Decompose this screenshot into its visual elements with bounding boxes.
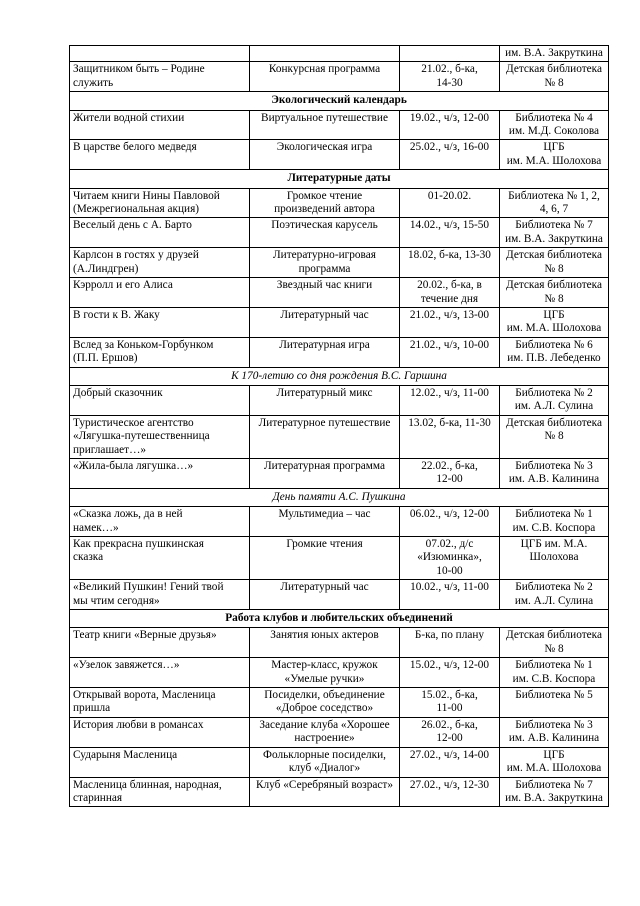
event-date-place-cell: 12.02., ч/з, 11-00: [400, 385, 500, 415]
event-library-cell: Библиотека № 1 им. С.В. Коспора: [500, 507, 609, 537]
event-library-cell: Библиотека № 2 им. А.Л. Сулина: [500, 580, 609, 610]
event-title-cell: «Великий Пушкин! Гений твой мы чтим сегодня»: [70, 580, 250, 610]
event-date-place-cell: 21.02., б-ка, 14-30: [400, 62, 500, 92]
event-date-place-cell: 21.02., ч/з, 10-00: [400, 337, 500, 367]
event-library-cell: Библиотека № 1, 2, 4, 6, 7: [500, 188, 609, 218]
event-library-cell: им. В.А. Закруткина: [500, 46, 609, 62]
event-date-place-cell: 22.02., б-ка, 12-00: [400, 458, 500, 488]
table-row: [70, 658, 609, 688]
event-date-place-cell: [400, 46, 500, 62]
event-format-cell: [250, 46, 400, 62]
table-row: [70, 415, 609, 458]
event-format-cell: Литературный час: [250, 580, 400, 610]
event-date-place-cell: 15.02., ч/з, 12-00: [400, 658, 500, 688]
event-title-cell: Карлсон в гостях у друзей (А.Линдгрен): [70, 248, 250, 278]
event-format-cell: Громкие чтения: [250, 537, 400, 580]
event-date-place-cell: 21.02., ч/з, 13-00: [400, 307, 500, 337]
table-row: [70, 188, 609, 218]
event-format-cell: Поэтическая карусель: [250, 218, 400, 248]
event-title-cell: «Сказка ложь, да в ней намек…»: [70, 507, 250, 537]
event-library-cell: Детская библиотека № 8: [500, 415, 609, 458]
event-title-cell: Туристическое агентство «Лягушка-путешественница приглашает…»: [70, 415, 250, 458]
event-date-place-cell: 19.02., ч/з, 12-00: [400, 110, 500, 140]
event-library-cell: Детская библиотека № 8: [500, 62, 609, 92]
table-row: [70, 580, 609, 610]
event-date-place-cell: 13.02, б-ка, 11-30: [400, 415, 500, 458]
table-row: [70, 218, 609, 248]
event-library-cell: Библиотека № 1 им. С.В. Коспора: [500, 658, 609, 688]
table-row: [70, 507, 609, 537]
event-title-cell: В царстве белого медведя: [70, 140, 250, 170]
section-header-row: [70, 610, 609, 628]
event-title-cell: Добрый сказочник: [70, 385, 250, 415]
event-library-cell: ЦГБ им. М.А. Шолохова: [500, 307, 609, 337]
event-title-cell: [70, 46, 250, 62]
table-row: [70, 777, 609, 807]
event-format-cell: Конкурсная программа: [250, 62, 400, 92]
event-library-cell: Детская библиотека № 8: [500, 628, 609, 658]
table-row: [70, 248, 609, 278]
event-title-cell: Жители водной стихии: [70, 110, 250, 140]
event-format-cell: Литературный микс: [250, 385, 400, 415]
event-title-cell: Как прекрасна пушкинская сказка: [70, 537, 250, 580]
event-date-place-cell: 10.02., ч/з, 11-00: [400, 580, 500, 610]
event-library-cell: Детская библиотека № 8: [500, 248, 609, 278]
event-format-cell: Фольклорные посиделки, клуб «Диалог»: [250, 747, 400, 777]
event-title-cell: Защитником быть – Родине служить: [70, 62, 250, 92]
event-title-cell: Открывай ворота, Масленица пришла: [70, 688, 250, 718]
table-row: [70, 717, 609, 747]
event-format-cell: Экологическая игра: [250, 140, 400, 170]
subsection-header-row: [70, 367, 609, 385]
table-row: [70, 110, 609, 140]
event-date-place-cell: 07.02., д/с «Изюминка», 10-00: [400, 537, 500, 580]
event-date-place-cell: 15.02., б-ка, 11-00: [400, 688, 500, 718]
subsection-title: День памяти А.С. Пушкина: [70, 488, 609, 506]
event-date-place-cell: 20.02., б-ка, в течение дня: [400, 278, 500, 308]
event-title-cell: «Узелок завяжется…»: [70, 658, 250, 688]
event-format-cell: Заседание клуба «Хорошее настроение»: [250, 717, 400, 747]
table-row: [70, 747, 609, 777]
section-title: Работа клубов и любительских объединений: [70, 610, 609, 628]
event-library-cell: Библиотека № 7 им. В.А. Закруткина: [500, 218, 609, 248]
table-row: [70, 385, 609, 415]
event-title-cell: Кэрролл и его Алиса: [70, 278, 250, 308]
event-date-place-cell: 26.02., б-ка, 12-00: [400, 717, 500, 747]
event-title-cell: Вслед за Коньком-Горбунком (П.П. Ершов): [70, 337, 250, 367]
events-table-body: [70, 46, 609, 807]
event-library-cell: Библиотека № 2 им. А.Л. Сулина: [500, 385, 609, 415]
event-format-cell: Мастер-класс, кружок «Умелые ручки»: [250, 658, 400, 688]
section-title: Литературные даты: [70, 170, 609, 188]
event-library-cell: Библиотека № 4 им. М.Д. Соколова: [500, 110, 609, 140]
table-row: [70, 537, 609, 580]
event-format-cell: Мультимедиа – час: [250, 507, 400, 537]
subsection-title: К 170-летию со дня рождения В.С. Гаршина: [70, 367, 609, 385]
event-library-cell: Библиотека № 5: [500, 688, 609, 718]
event-format-cell: Звездный час книги: [250, 278, 400, 308]
event-title-cell: Читаем книги Нины Павловой (Межрегиональная акция): [70, 188, 250, 218]
event-library-cell: ЦГБ им. М.А. Шолохова: [500, 747, 609, 777]
event-date-place-cell: 14.02., ч/з, 15-50: [400, 218, 500, 248]
event-format-cell: Занятия юных актеров: [250, 628, 400, 658]
event-date-place-cell: 25.02., ч/з, 16-00: [400, 140, 500, 170]
event-title-cell: «Жила-была лягушка…»: [70, 458, 250, 488]
event-format-cell: Громкое чтение произведений автора: [250, 188, 400, 218]
event-library-cell: Библиотека № 3 им. А.В. Калинина: [500, 458, 609, 488]
event-date-place-cell: Б-ка, по плану: [400, 628, 500, 658]
table-row: [70, 62, 609, 92]
section-header-row: [70, 170, 609, 188]
event-title-cell: Масленица блинная, народная, старинная: [70, 777, 250, 807]
event-format-cell: Литературный час: [250, 307, 400, 337]
section-header-row: [70, 92, 609, 110]
event-date-place-cell: 27.02., ч/з, 14-00: [400, 747, 500, 777]
event-title-cell: Театр книги «Верные друзья»: [70, 628, 250, 658]
subsection-header-row: [70, 488, 609, 506]
table-row: [70, 278, 609, 308]
event-format-cell: Литературная игра: [250, 337, 400, 367]
event-date-place-cell: 18.02, б-ка, 13-30: [400, 248, 500, 278]
event-library-cell: Библиотека № 6 им. П.В. Лебеденко: [500, 337, 609, 367]
table-row: [70, 140, 609, 170]
event-library-cell: Библиотека № 3 им. А.В. Калинина: [500, 717, 609, 747]
event-date-place-cell: 01-20.02.: [400, 188, 500, 218]
event-format-cell: Литературная программа: [250, 458, 400, 488]
event-format-cell: Виртуальное путешествие: [250, 110, 400, 140]
event-title-cell: Сударыня Масленица: [70, 747, 250, 777]
event-title-cell: В гости к В. Жаку: [70, 307, 250, 337]
event-library-cell: ЦГБ им. М.А. Шолохова: [500, 140, 609, 170]
events-table: [69, 45, 609, 807]
section-title: Экологический календарь: [70, 92, 609, 110]
events-document: [69, 45, 608, 807]
table-row: [70, 337, 609, 367]
table-row: [70, 458, 609, 488]
table-row: [70, 46, 609, 62]
event-format-cell: Литературное путешествие: [250, 415, 400, 458]
event-format-cell: Литературно-игровая программа: [250, 248, 400, 278]
event-library-cell: Детская библиотека № 8: [500, 278, 609, 308]
table-row: [70, 307, 609, 337]
event-library-cell: Библиотека № 7 им. В.А. Закруткина: [500, 777, 609, 807]
table-row: [70, 688, 609, 718]
event-title-cell: История любви в романсах: [70, 717, 250, 747]
event-date-place-cell: 27.02., ч/з, 12-30: [400, 777, 500, 807]
event-date-place-cell: 06.02., ч/з, 12-00: [400, 507, 500, 537]
table-row: [70, 628, 609, 658]
event-library-cell: ЦГБ им. М.А. Шолохова: [500, 537, 609, 580]
event-format-cell: Посиделки, объединение «Доброе соседство»: [250, 688, 400, 718]
event-format-cell: Клуб «Серебряный возраст»: [250, 777, 400, 807]
event-title-cell: Веселый день с А. Барто: [70, 218, 250, 248]
